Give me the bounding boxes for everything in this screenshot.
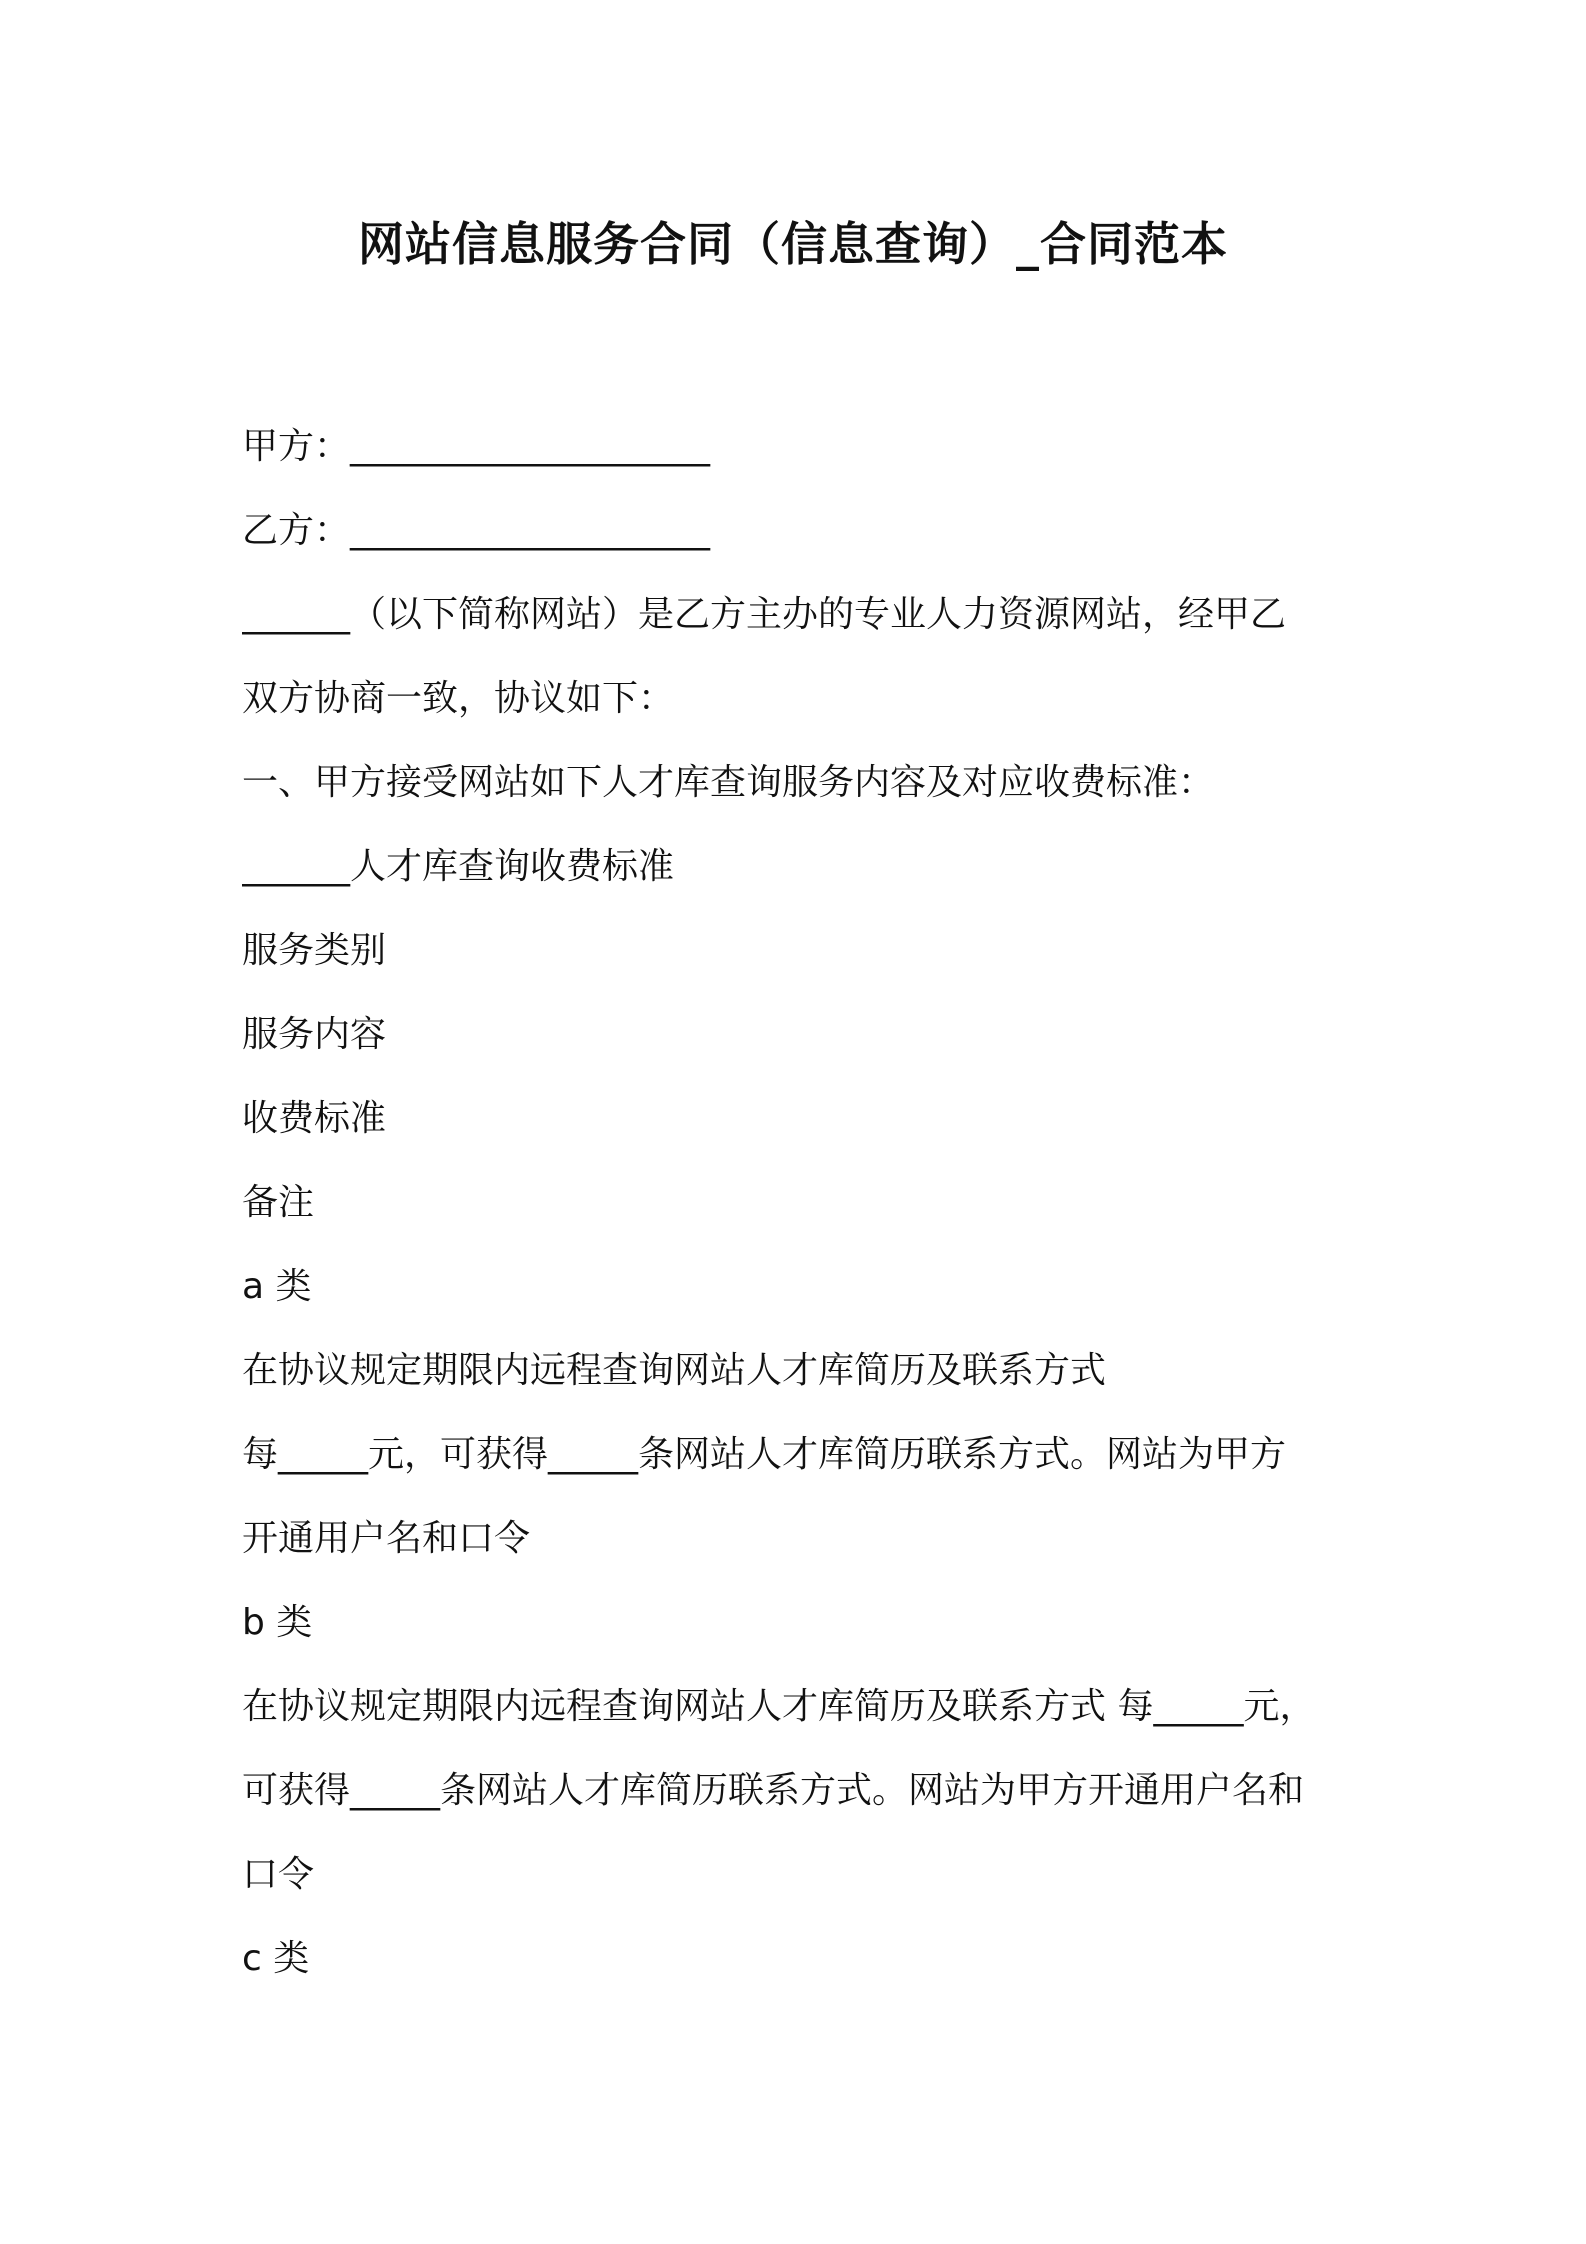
clause-1-heading: 一、甲方接受网站如下人才库查询服务内容及对应收费标准：	[242, 762, 1215, 803]
category-b-line-3: 口令	[242, 1854, 315, 1895]
fee-standard-heading: ______人才库查询收费标准	[242, 846, 675, 887]
category-c-label: c 类	[242, 1938, 310, 1979]
category-a-fee-line-2: 开通用户名和口令	[242, 1518, 531, 1559]
category-b-line-2: 可获得_____条网站人才库简历联系方式。网站为甲方开通用户名和	[242, 1770, 1305, 1811]
category-a-content: 在协议规定期限内远程查询网站人才库简历及联系方式	[242, 1350, 1107, 1391]
category-b-label: b 类	[242, 1602, 313, 1643]
category-a-fee-line-1: 每_____元，可获得_____条网站人才库简历联系方式。网站为甲方	[242, 1434, 1287, 1475]
document-body	[242, 405, 1362, 2001]
intro-line-2: 双方协商一致，协议如下：	[242, 678, 675, 719]
service-content-label: 服务内容	[242, 1014, 387, 1055]
category-b-line-1: 在协议规定期限内远程查询网站人才库简历及联系方式 每_____元，	[242, 1686, 1316, 1727]
intro-line-1: ______（以下简称网站）是乙方主办的专业人力资源网站，经甲乙	[242, 594, 1287, 635]
category-a-label: a 类	[242, 1266, 312, 1307]
party-a-line: 甲方：____________________	[242, 426, 711, 467]
service-category-label: 服务类别	[242, 930, 387, 971]
document-title: 网站信息服务合同（信息查询）_合同范本	[358, 217, 1228, 271]
remarks-label: 备注	[242, 1182, 315, 1223]
party-b-line: 乙方：____________________	[242, 510, 711, 551]
fee-standard-label: 收费标准	[242, 1098, 387, 1139]
